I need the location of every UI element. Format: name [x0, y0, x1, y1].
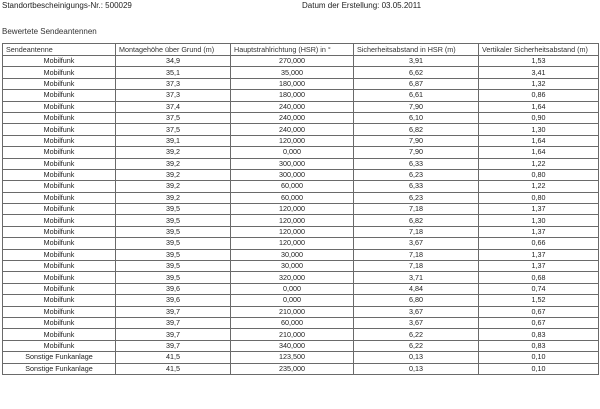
cell-direction: 123,500	[231, 352, 354, 363]
cell-direction: 35,000	[231, 67, 354, 78]
document-header	[2, 1, 598, 13]
cell-antenna: Mobilfunk	[3, 204, 116, 215]
cell-safety-distance: 7,90	[354, 135, 479, 146]
cell-height: 41,5	[116, 363, 231, 374]
cell-direction: 30,000	[231, 249, 354, 260]
cell-antenna: Mobilfunk	[3, 56, 116, 67]
cell-antenna: Sonstige Funkanlage	[3, 363, 116, 374]
cell-height: 39,2	[116, 147, 231, 158]
cell-height: 39,2	[116, 192, 231, 203]
table-row	[3, 101, 599, 112]
cell-safety-distance: 6,33	[354, 181, 479, 192]
table-row	[3, 363, 599, 374]
cell-vertical-distance: 1,22	[479, 181, 599, 192]
cell-vertical-distance: 1,37	[479, 226, 599, 237]
cell-safety-distance: 6,23	[354, 169, 479, 180]
cell-antenna: Mobilfunk	[3, 169, 116, 180]
cell-height: 39,2	[116, 181, 231, 192]
cell-height: 39,5	[116, 238, 231, 249]
cell-vertical-distance: 1,37	[479, 261, 599, 272]
cell-safety-distance: 3,67	[354, 306, 479, 317]
cell-height: 39,7	[116, 317, 231, 328]
cell-safety-distance: 6,23	[354, 192, 479, 203]
cell-safety-distance: 7,18	[354, 226, 479, 237]
cell-safety-distance: 3,67	[354, 317, 479, 328]
cell-antenna: Mobilfunk	[3, 67, 116, 78]
cell-vertical-distance: 0,83	[479, 329, 599, 340]
cell-direction: 120,000	[231, 135, 354, 146]
antenna-table	[2, 43, 599, 375]
cell-antenna: Mobilfunk	[3, 158, 116, 169]
cell-antenna: Mobilfunk	[3, 78, 116, 89]
section-title: Bewertete Sendeantennen	[2, 27, 97, 36]
cell-height: 34,9	[116, 56, 231, 67]
table-row	[3, 295, 599, 306]
table-row	[3, 340, 599, 351]
cell-antenna: Mobilfunk	[3, 272, 116, 283]
table-row	[3, 238, 599, 249]
table-row	[3, 192, 599, 203]
cell-antenna: Mobilfunk	[3, 90, 116, 101]
cell-vertical-distance: 0,67	[479, 306, 599, 317]
cell-direction: 240,000	[231, 112, 354, 123]
cell-height: 37,3	[116, 78, 231, 89]
cell-safety-distance: 3,91	[354, 56, 479, 67]
cell-vertical-distance: 1,30	[479, 215, 599, 226]
cell-height: 37,3	[116, 90, 231, 101]
cell-direction: 0,000	[231, 295, 354, 306]
table-row	[3, 261, 599, 272]
table-row	[3, 272, 599, 283]
cell-height: 39,6	[116, 283, 231, 294]
cell-height: 41,5	[116, 352, 231, 363]
cell-safety-distance: 6,80	[354, 295, 479, 306]
cell-safety-distance: 3,67	[354, 238, 479, 249]
cell-vertical-distance: 1,30	[479, 124, 599, 135]
cell-vertical-distance: 0,74	[479, 283, 599, 294]
cell-vertical-distance: 0,90	[479, 112, 599, 123]
cell-height: 39,2	[116, 169, 231, 180]
cell-antenna: Mobilfunk	[3, 192, 116, 203]
cell-safety-distance: 7,18	[354, 204, 479, 215]
cell-antenna: Sonstige Funkanlage	[3, 352, 116, 363]
cell-direction: 0,000	[231, 283, 354, 294]
cell-safety-distance: 6,61	[354, 90, 479, 101]
cell-vertical-distance: 1,53	[479, 56, 599, 67]
cell-antenna: Mobilfunk	[3, 226, 116, 237]
cell-antenna: Mobilfunk	[3, 101, 116, 112]
table-row	[3, 215, 599, 226]
cell-height: 39,5	[116, 226, 231, 237]
cell-antenna: Mobilfunk	[3, 249, 116, 260]
cell-height: 39,5	[116, 272, 231, 283]
cell-direction: 235,000	[231, 363, 354, 374]
cell-direction: 30,000	[231, 261, 354, 272]
table-row	[3, 204, 599, 215]
table-row	[3, 78, 599, 89]
cell-safety-distance: 6,22	[354, 340, 479, 351]
cell-direction: 0,000	[231, 147, 354, 158]
cell-vertical-distance: 0,10	[479, 363, 599, 374]
cell-vertical-distance: 3,41	[479, 67, 599, 78]
table-row	[3, 226, 599, 237]
cell-direction: 210,000	[231, 329, 354, 340]
cell-height: 39,1	[116, 135, 231, 146]
cell-direction: 300,000	[231, 158, 354, 169]
cell-antenna: Mobilfunk	[3, 261, 116, 272]
cell-antenna: Mobilfunk	[3, 112, 116, 123]
cell-direction: 240,000	[231, 124, 354, 135]
cell-vertical-distance: 0,86	[479, 90, 599, 101]
column-header-safety-distance: Sicherheitsabstand in HSR (m)	[354, 44, 479, 56]
cell-antenna: Mobilfunk	[3, 329, 116, 340]
cell-height: 39,7	[116, 329, 231, 340]
cell-antenna: Mobilfunk	[3, 340, 116, 351]
cell-safety-distance: 7,18	[354, 249, 479, 260]
cell-vertical-distance: 0,66	[479, 238, 599, 249]
creation-date: Datum der Erstellung: 03.05.2011	[302, 1, 422, 10]
cell-direction: 240,000	[231, 101, 354, 112]
table-header-row	[3, 44, 599, 56]
cell-height: 39,2	[116, 158, 231, 169]
cell-vertical-distance: 1,32	[479, 78, 599, 89]
cell-antenna: Mobilfunk	[3, 124, 116, 135]
cell-safety-distance: 6,82	[354, 215, 479, 226]
cell-antenna: Mobilfunk	[3, 135, 116, 146]
cell-antenna: Mobilfunk	[3, 147, 116, 158]
cell-height: 35,1	[116, 67, 231, 78]
column-header-antenna: Sendeantenne	[3, 44, 116, 56]
cell-antenna: Mobilfunk	[3, 306, 116, 317]
cell-safety-distance: 7,18	[354, 261, 479, 272]
table-row	[3, 283, 599, 294]
cell-safety-distance: 6,33	[354, 158, 479, 169]
cell-direction: 60,000	[231, 181, 354, 192]
column-header-height: Montagehöhe über Grund (m)	[116, 44, 231, 56]
table-row	[3, 329, 599, 340]
cell-height: 39,7	[116, 340, 231, 351]
cell-vertical-distance: 0,67	[479, 317, 599, 328]
table-row	[3, 169, 599, 180]
cell-height: 37,5	[116, 124, 231, 135]
cell-antenna: Mobilfunk	[3, 283, 116, 294]
cell-vertical-distance: 1,64	[479, 135, 599, 146]
cell-vertical-distance: 1,64	[479, 101, 599, 112]
column-header-vertical-distance: Vertikaler Sicherheitsabstand (m)	[479, 44, 599, 56]
cell-vertical-distance: 0,83	[479, 340, 599, 351]
column-header-direction: Hauptstrahlrichtung (HSR) in °	[231, 44, 354, 56]
table-row	[3, 90, 599, 101]
cell-safety-distance: 7,90	[354, 147, 479, 158]
cell-antenna: Mobilfunk	[3, 215, 116, 226]
cell-antenna: Mobilfunk	[3, 295, 116, 306]
cell-height: 39,6	[116, 295, 231, 306]
cell-vertical-distance: 1,37	[479, 249, 599, 260]
table-row	[3, 158, 599, 169]
cell-antenna: Mobilfunk	[3, 238, 116, 249]
cell-safety-distance: 6,82	[354, 124, 479, 135]
cell-safety-distance: 7,90	[354, 101, 479, 112]
cell-direction: 120,000	[231, 215, 354, 226]
table-row	[3, 306, 599, 317]
cell-safety-distance: 6,62	[354, 67, 479, 78]
cell-vertical-distance: 1,64	[479, 147, 599, 158]
cell-height: 37,5	[116, 112, 231, 123]
table-row	[3, 135, 599, 146]
cell-height: 39,7	[116, 306, 231, 317]
table-row	[3, 317, 599, 328]
cell-direction: 120,000	[231, 204, 354, 215]
table-row	[3, 352, 599, 363]
cell-direction: 60,000	[231, 192, 354, 203]
cell-direction: 120,000	[231, 226, 354, 237]
cell-safety-distance: 0,13	[354, 363, 479, 374]
cell-direction: 300,000	[231, 169, 354, 180]
table-row	[3, 67, 599, 78]
cell-height: 39,5	[116, 215, 231, 226]
cell-vertical-distance: 1,52	[479, 295, 599, 306]
table-row	[3, 147, 599, 158]
cell-antenna: Mobilfunk	[3, 317, 116, 328]
cell-direction: 270,000	[231, 56, 354, 67]
cell-direction: 60,000	[231, 317, 354, 328]
cell-safety-distance: 6,10	[354, 112, 479, 123]
table-row	[3, 56, 599, 67]
cell-safety-distance: 6,22	[354, 329, 479, 340]
certificate-number: Standortbescheinigungs-Nr.: 500029	[2, 1, 132, 10]
cell-safety-distance: 6,87	[354, 78, 479, 89]
cell-vertical-distance: 0,80	[479, 192, 599, 203]
table-row	[3, 249, 599, 260]
cell-direction: 180,000	[231, 78, 354, 89]
cell-height: 39,5	[116, 204, 231, 215]
table-row	[3, 181, 599, 192]
cell-direction: 120,000	[231, 238, 354, 249]
cell-height: 39,5	[116, 261, 231, 272]
cell-safety-distance: 4,84	[354, 283, 479, 294]
cell-direction: 180,000	[231, 90, 354, 101]
cell-antenna: Mobilfunk	[3, 181, 116, 192]
cell-vertical-distance: 1,37	[479, 204, 599, 215]
cell-direction: 320,000	[231, 272, 354, 283]
cell-vertical-distance: 0,10	[479, 352, 599, 363]
cell-vertical-distance: 0,68	[479, 272, 599, 283]
cell-safety-distance: 0,13	[354, 352, 479, 363]
cell-direction: 210,000	[231, 306, 354, 317]
table-row	[3, 124, 599, 135]
cell-height: 39,5	[116, 249, 231, 260]
cell-direction: 340,000	[231, 340, 354, 351]
cell-height: 37,4	[116, 101, 231, 112]
cell-safety-distance: 3,71	[354, 272, 479, 283]
cell-vertical-distance: 0,80	[479, 169, 599, 180]
table-row	[3, 112, 599, 123]
cell-vertical-distance: 1,22	[479, 158, 599, 169]
